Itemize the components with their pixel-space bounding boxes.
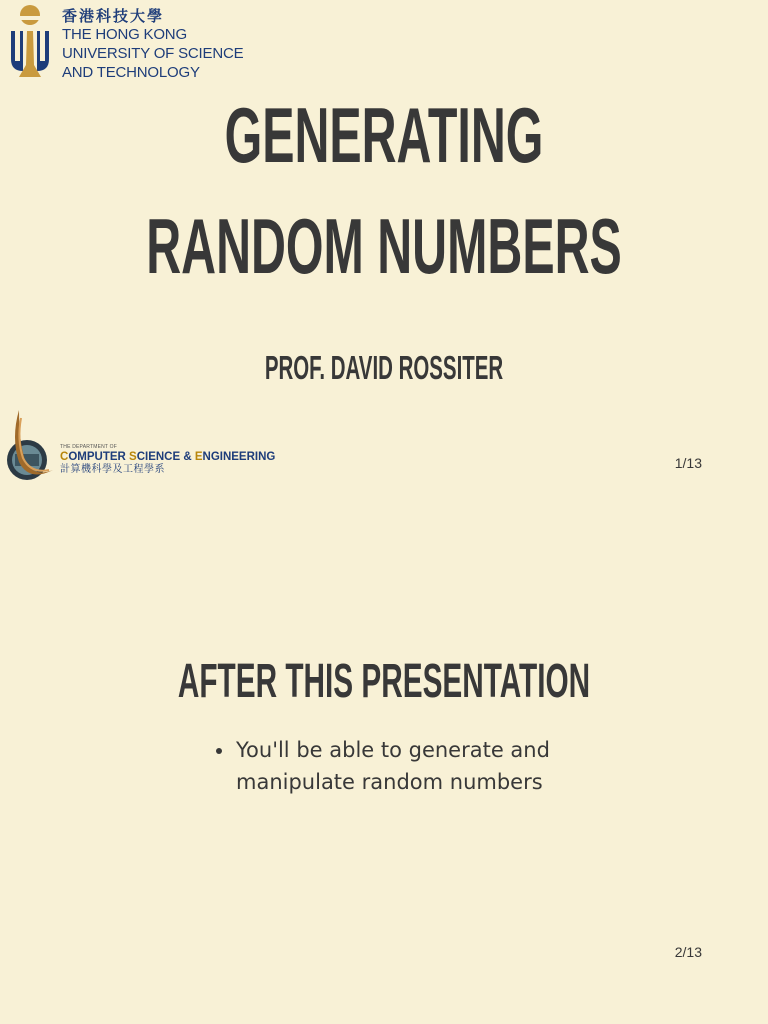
hkust-chinese-name: 香港科技大學 <box>62 7 165 25</box>
hkust-name-line-2: UNIVERSITY OF SCIENCE <box>62 45 244 62</box>
cse-emblem-icon <box>5 408 57 484</box>
cse-wordmark <box>60 444 275 476</box>
cse-department-name: COMPUTER SCIENCE & ENGINEERING <box>60 451 276 463</box>
hkust-logo <box>7 5 247 83</box>
slide-2 <box>0 512 768 1024</box>
slide-title-line-2: RANDOM NUMBERS <box>146 202 622 290</box>
cse-department-logo <box>5 408 276 484</box>
hkust-emblem-icon <box>7 5 55 81</box>
page-number: 1/13 <box>674 455 702 471</box>
hkust-name-line-1: THE HONG KONG <box>62 26 187 43</box>
hkust-wordmark <box>62 7 243 82</box>
bullet-list <box>216 734 636 798</box>
hkust-name-line-3: AND TECHNOLOGY <box>62 64 200 81</box>
cse-department-of-label: THE DEPARTMENT OF <box>60 444 118 450</box>
page-number: 2/13 <box>674 944 702 960</box>
bullet-item: You'll be able to generate and manipulate random numbers <box>216 734 636 798</box>
presenter-name: PROF. DAVID ROSSITER <box>264 349 504 386</box>
slide-heading: AFTER THIS PRESENTATION <box>177 655 591 708</box>
cse-chinese-name: 計算機科學及工程學系 <box>60 464 165 475</box>
slide-title-line-1: GENERATING <box>224 91 544 179</box>
